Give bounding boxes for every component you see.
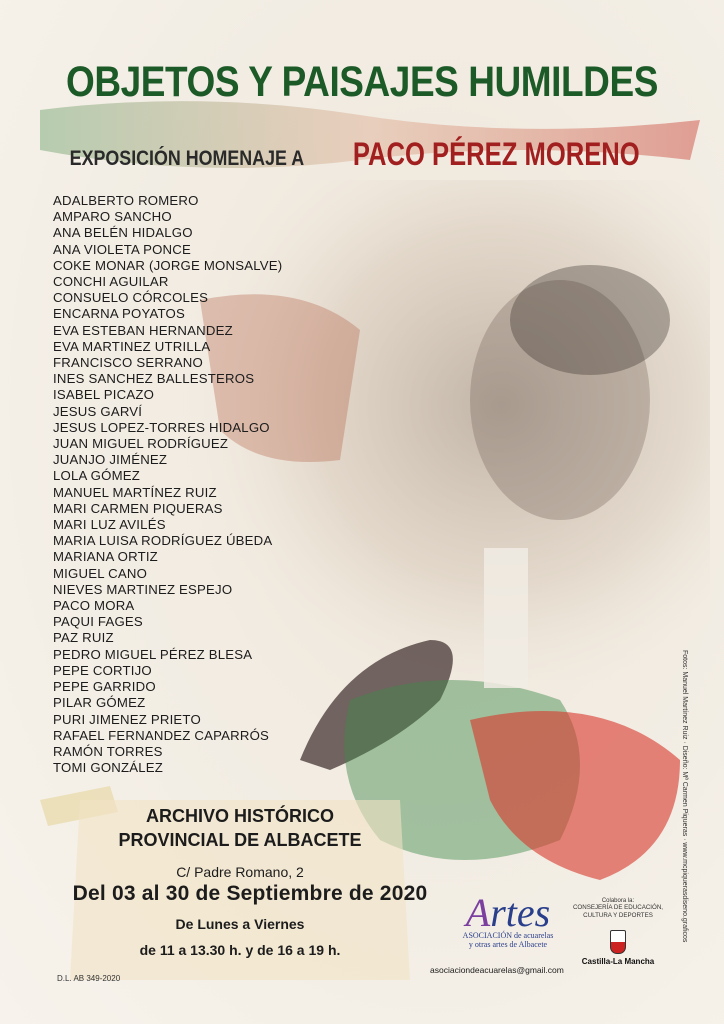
artes-logo-wordmark: Artes	[465, 890, 551, 935]
artist-name: CONSUELO CÓRCOLES	[53, 290, 209, 306]
artist-name: NIEVES MARTINEZ ESPEJO	[53, 581, 233, 597]
poster-title: OBJETOS Y PAISAJES HUMILDES	[66, 58, 658, 106]
artist-name: ANA VIOLETA PONCE	[53, 241, 192, 257]
artist-list	[53, 193, 282, 776]
artist-name: JESUS LOPEZ-TORRES HIDALGO	[53, 419, 270, 435]
collaboration-line-2: CULTURA Y DEPORTES	[583, 912, 653, 919]
artist-name: PILAR GÓMEZ	[53, 695, 146, 711]
artist-name: ISABEL PICAZO	[53, 387, 155, 403]
exhibition-dates: Del 03 al 30 de Septiembre de 2020	[72, 882, 428, 905]
artist-name: MARIANA ORTIZ	[53, 549, 158, 565]
artist-name: RAFAEL FERNANDEZ CAPARRÓS	[53, 727, 270, 743]
artist-name: COKE MONAR (JORGE MONSALVE)	[53, 257, 283, 273]
government-name: Castilla-La Mancha	[581, 957, 655, 966]
artist-name: ANA BELÉN HIDALGO	[53, 225, 193, 241]
poster-subtitle	[0, 136, 724, 173]
artist-name: TOMI GONZÁLEZ	[53, 760, 164, 776]
artist-name: PACO MORA	[53, 598, 135, 614]
collaboration-label: Colabora la:	[601, 898, 635, 904]
contact-email[interactable]: asociaciondeacuarelas@gmail.com	[430, 965, 564, 975]
artist-name: JESUS GARVÍ	[53, 403, 143, 419]
artist-name: PEPE GARRIDO	[53, 679, 156, 695]
venue-line-1: ARCHIVO HISTÓRICO	[145, 806, 334, 826]
collaboration-line-1: CONSEJERÍA DE EDUCACIÓN,	[572, 904, 664, 911]
castilla-la-mancha-crest-icon	[610, 930, 626, 954]
artist-name: INES SANCHEZ BALLESTEROS	[53, 371, 255, 387]
venue-name	[90, 804, 390, 852]
opening-days: De Lunes a Viernes	[175, 916, 305, 932]
artist-name: LOLA GÓMEZ	[53, 468, 141, 484]
artist-name: EVA ESTEBAN HERNANDEZ	[53, 322, 233, 338]
venue-line-2: PROVINCIAL DE ALBACETE	[118, 830, 362, 850]
artes-logo-tagline-1: ASOCIACIÓN de acuarelas	[462, 931, 554, 940]
artist-name: PURI JIMENEZ PRIETO	[53, 711, 201, 727]
artist-name: MARIA LUISA RODRÍGUEZ ÚBEDA	[53, 533, 273, 549]
artist-name: MIGUEL CANO	[53, 565, 148, 581]
honoree-name: PACO PÉREZ MORENO	[352, 136, 640, 172]
candle	[484, 548, 528, 688]
artist-name: FRANCISCO SERRANO	[53, 355, 203, 371]
collaboration-block	[566, 898, 670, 966]
artist-name: PAZ RUIZ	[53, 630, 114, 646]
artist-name: EVA MARTINEZ UTRILLA	[53, 338, 211, 354]
artes-logo-tagline-2: y otras artes de Albacete	[468, 940, 548, 949]
portrait-hair	[510, 265, 670, 375]
opening-hours: de 11 a 13.30 h. y de 16 a 19 h.	[139, 942, 341, 958]
artist-name: CONCHI AGUILAR	[53, 274, 169, 290]
artist-name: PAQUI FAGES	[53, 614, 143, 630]
subtitle-prefix: EXPOSICIÓN HOMENAJE A	[69, 147, 304, 170]
artist-name: MARI CARMEN PIQUERAS	[53, 500, 223, 516]
artist-name: AMPARO SANCHO	[53, 209, 172, 225]
artist-name: ENCARNA POYATOS	[53, 306, 185, 322]
artist-name: JUAN MIGUEL RODRÍGUEZ	[53, 436, 229, 452]
photo-design-credits: Fotos: Manuel Martínez Ruiz · Diseño: Mª Carmen Piqueras · www.mcpiquerasdiseno.graficos	[681, 650, 688, 943]
artist-name: PEPE CORTIJO	[53, 662, 152, 678]
artist-name: PEDRO MIGUEL PÉREZ BLESA	[53, 646, 253, 662]
venue-address: C/ Padre Romano, 2	[176, 864, 304, 880]
artes-logo	[438, 890, 578, 949]
artist-name: MANUEL MARTÍNEZ RUIZ	[53, 484, 217, 500]
legal-deposit: D.L. AB 349-2020	[57, 974, 121, 983]
artist-name: JUANJO JIMÉNEZ	[53, 452, 168, 468]
artist-name: RAMÓN TORRES	[53, 743, 163, 759]
artist-name: MARI LUZ AVILÉS	[53, 517, 166, 533]
artist-name: ADALBERTO ROMERO	[53, 193, 199, 208]
